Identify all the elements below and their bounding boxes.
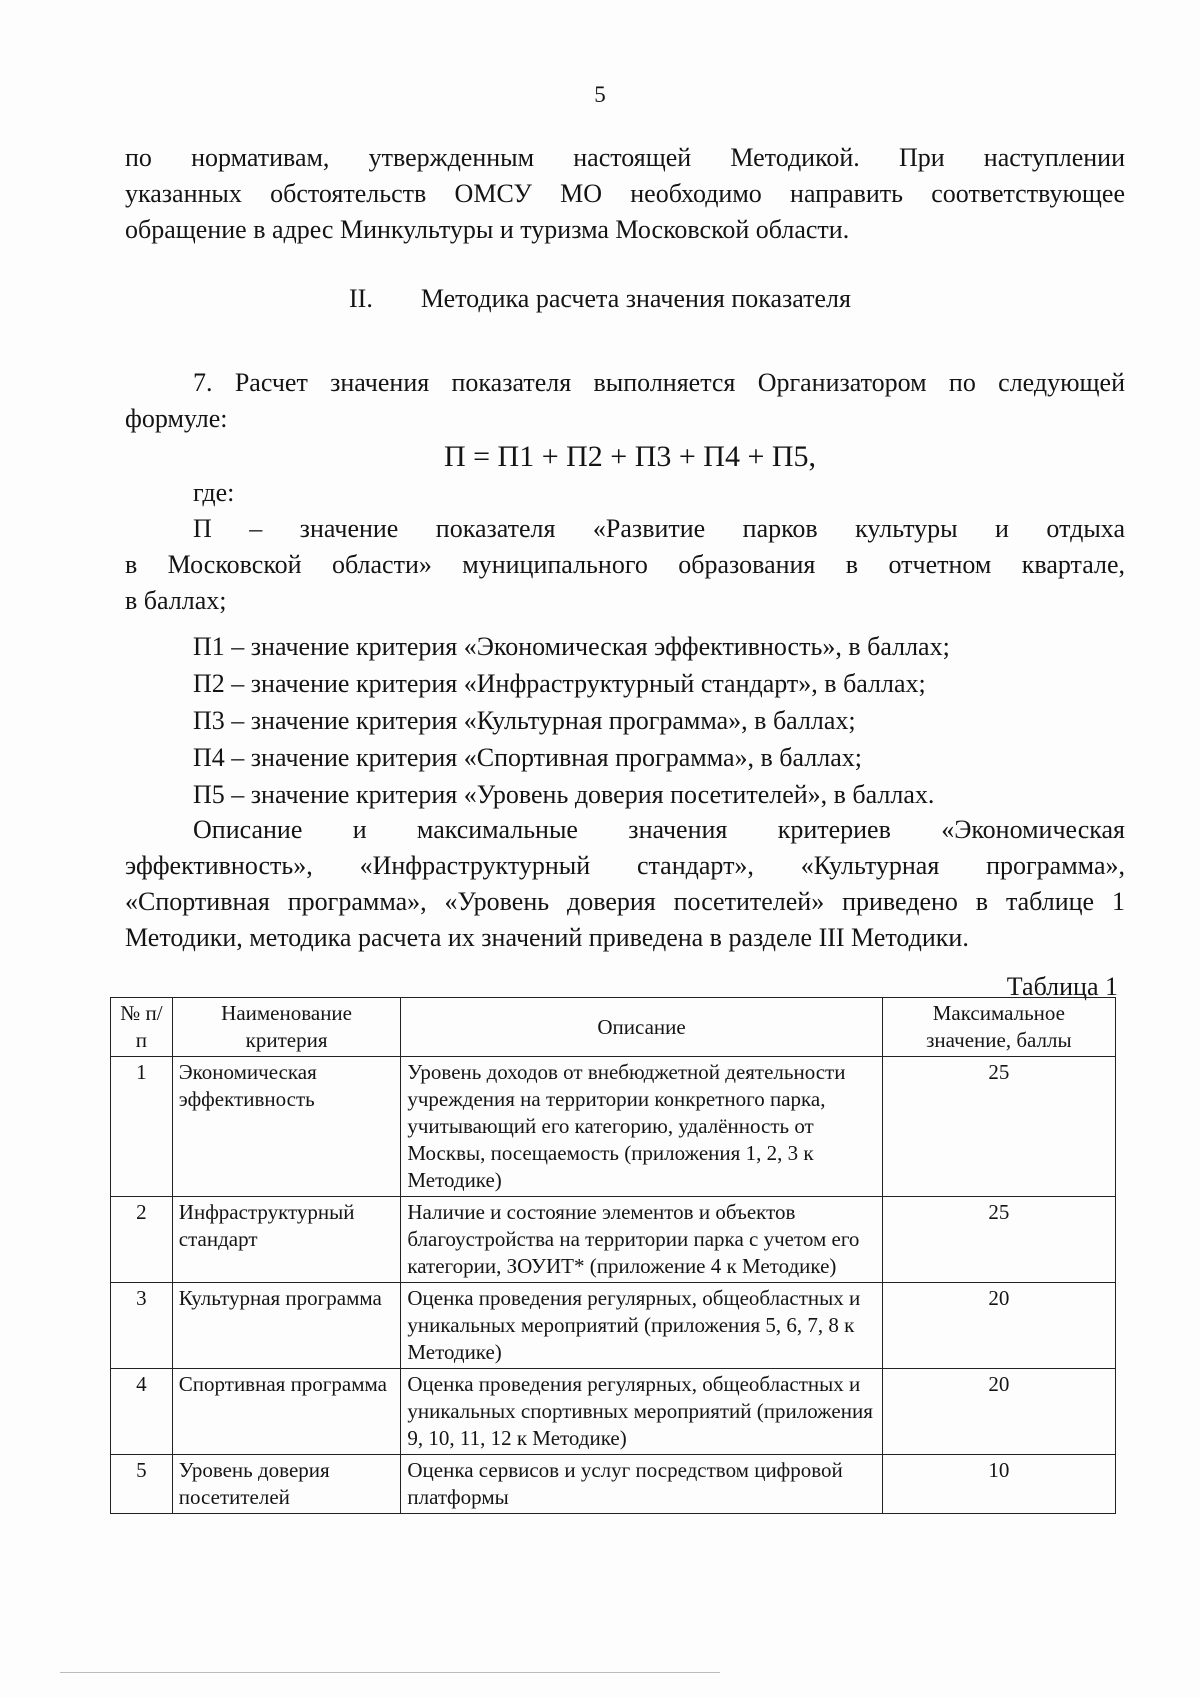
row-max: 20 xyxy=(882,1369,1115,1455)
paragraph-7 xyxy=(125,365,1125,437)
row-num: 2 xyxy=(111,1197,173,1283)
where-block xyxy=(125,475,1125,619)
row-name: Спортивная программа xyxy=(172,1369,401,1455)
row-description: Наличие и состояние элементов и объектов благоустройства на территории парка с учетом его категории, ЗОУИТ* (приложение 4 к Методике) xyxy=(401,1197,882,1283)
row-num: 5 xyxy=(111,1455,173,1514)
criteria-table xyxy=(110,997,1116,1514)
page-number: 5 xyxy=(594,82,606,107)
row-name: Уровень доверия посетителей xyxy=(172,1455,401,1514)
section-heading xyxy=(0,284,1200,314)
table-row xyxy=(111,1283,1116,1369)
row-num: 3 xyxy=(111,1283,173,1369)
formula: П = П1 + П2 + П3 + П4 + П5, xyxy=(443,440,817,473)
row-max: 25 xyxy=(882,1197,1115,1283)
table-caption: Таблица 1 xyxy=(1006,972,1118,1001)
intro-line: по нормативам, утвержденным настоящей Методикой. При наступлении xyxy=(125,143,1125,172)
row-max: 25 xyxy=(882,1057,1115,1197)
row-num: 1 xyxy=(111,1057,173,1197)
description-line: Методики, методика расчета их значений приведена в разделе III Методики. xyxy=(125,923,969,952)
criterion-definition: П3 – значение критерия «Культурная программа», в баллах; xyxy=(193,706,856,735)
row-name: Инфраструктурный стандарт xyxy=(172,1197,401,1283)
row-description: Оценка сервисов и услуг посредством цифровой платформы xyxy=(401,1455,882,1514)
intro-line: указанных обстоятельств ОМСУ МО необходимо направить соответствующее xyxy=(125,179,1125,208)
row-name: Культурная программа xyxy=(172,1283,401,1369)
table-header-row xyxy=(111,998,1116,1057)
table-row xyxy=(111,1057,1116,1197)
description-paragraph xyxy=(125,812,1125,956)
row-description: Оценка проведения регулярных, общеобластных и уникальных мероприятий (приложения 5, 6, 7, 8 к Методике) xyxy=(401,1283,882,1369)
row-description: Уровень доходов от внебюджетной деятельности учреждения на территории конкретного парка, учитывающий его категорию, удалённость от Москвы, посещаемость (приложения 1, 2, 3 к Методике) xyxy=(401,1057,882,1197)
row-num: 4 xyxy=(111,1369,173,1455)
criteria-definitions xyxy=(125,628,1125,813)
intro-paragraph xyxy=(125,140,1125,248)
description-line: «Спортивная программа», «Уровень доверия посетителей» приведено в таблице 1 xyxy=(125,887,1125,916)
criterion-definition: П4 – значение критерия «Спортивная программа», в баллах; xyxy=(193,743,863,772)
header-num: № п/п xyxy=(111,998,173,1057)
criterion-definition: П5 – значение критерия «Уровень доверия посетителей», в баллах. xyxy=(193,780,935,809)
header-name: Наименование критерия xyxy=(172,998,401,1057)
criterion-definition: П1 – значение критерия «Экономическая эффективность», в баллах; xyxy=(193,632,950,661)
section-title: Методика расчета значения показателя xyxy=(420,284,851,313)
description-line: эффективность», «Инфраструктурный стандарт», «Культурная программа», xyxy=(125,851,1125,880)
row-description: Оценка проведения регулярных, общеобластных и уникальных спортивных мероприятий (приложения 9, 10, 11, 12 к Методике) xyxy=(401,1369,882,1455)
description-line: Описание и максимальные значения критериев «Экономическая xyxy=(193,815,1125,844)
header-max: Максимальное значение, баллы xyxy=(882,998,1115,1057)
bottom-divider xyxy=(60,1672,720,1673)
p-definition-line: в баллах; xyxy=(125,586,227,615)
where-label: где: xyxy=(193,478,235,507)
intro-line: обращение в адрес Минкультуры и туризма Московской области. xyxy=(125,215,850,244)
p-definition-line: П – значение показателя «Развитие парков культуры и отдыха xyxy=(193,514,1125,543)
section-number: II. xyxy=(349,284,373,313)
row-max: 20 xyxy=(882,1283,1115,1369)
criterion-definition: П2 – значение критерия «Инфраструктурный стандарт», в баллах; xyxy=(193,669,926,698)
header-description: Описание xyxy=(401,998,882,1057)
p-definition-line: в Московской области» муниципального образования в отчетном квартале, xyxy=(125,550,1125,579)
paragraph-7-line: формуле: xyxy=(125,404,228,433)
table-row xyxy=(111,1197,1116,1283)
row-max: 10 xyxy=(882,1455,1115,1514)
row-name: Экономическая эффективность xyxy=(172,1057,401,1197)
table-row xyxy=(111,1455,1116,1514)
paragraph-7-line: 7. Расчет значения показателя выполняется Организатором по следующей xyxy=(193,368,1125,397)
table-row xyxy=(111,1369,1116,1455)
